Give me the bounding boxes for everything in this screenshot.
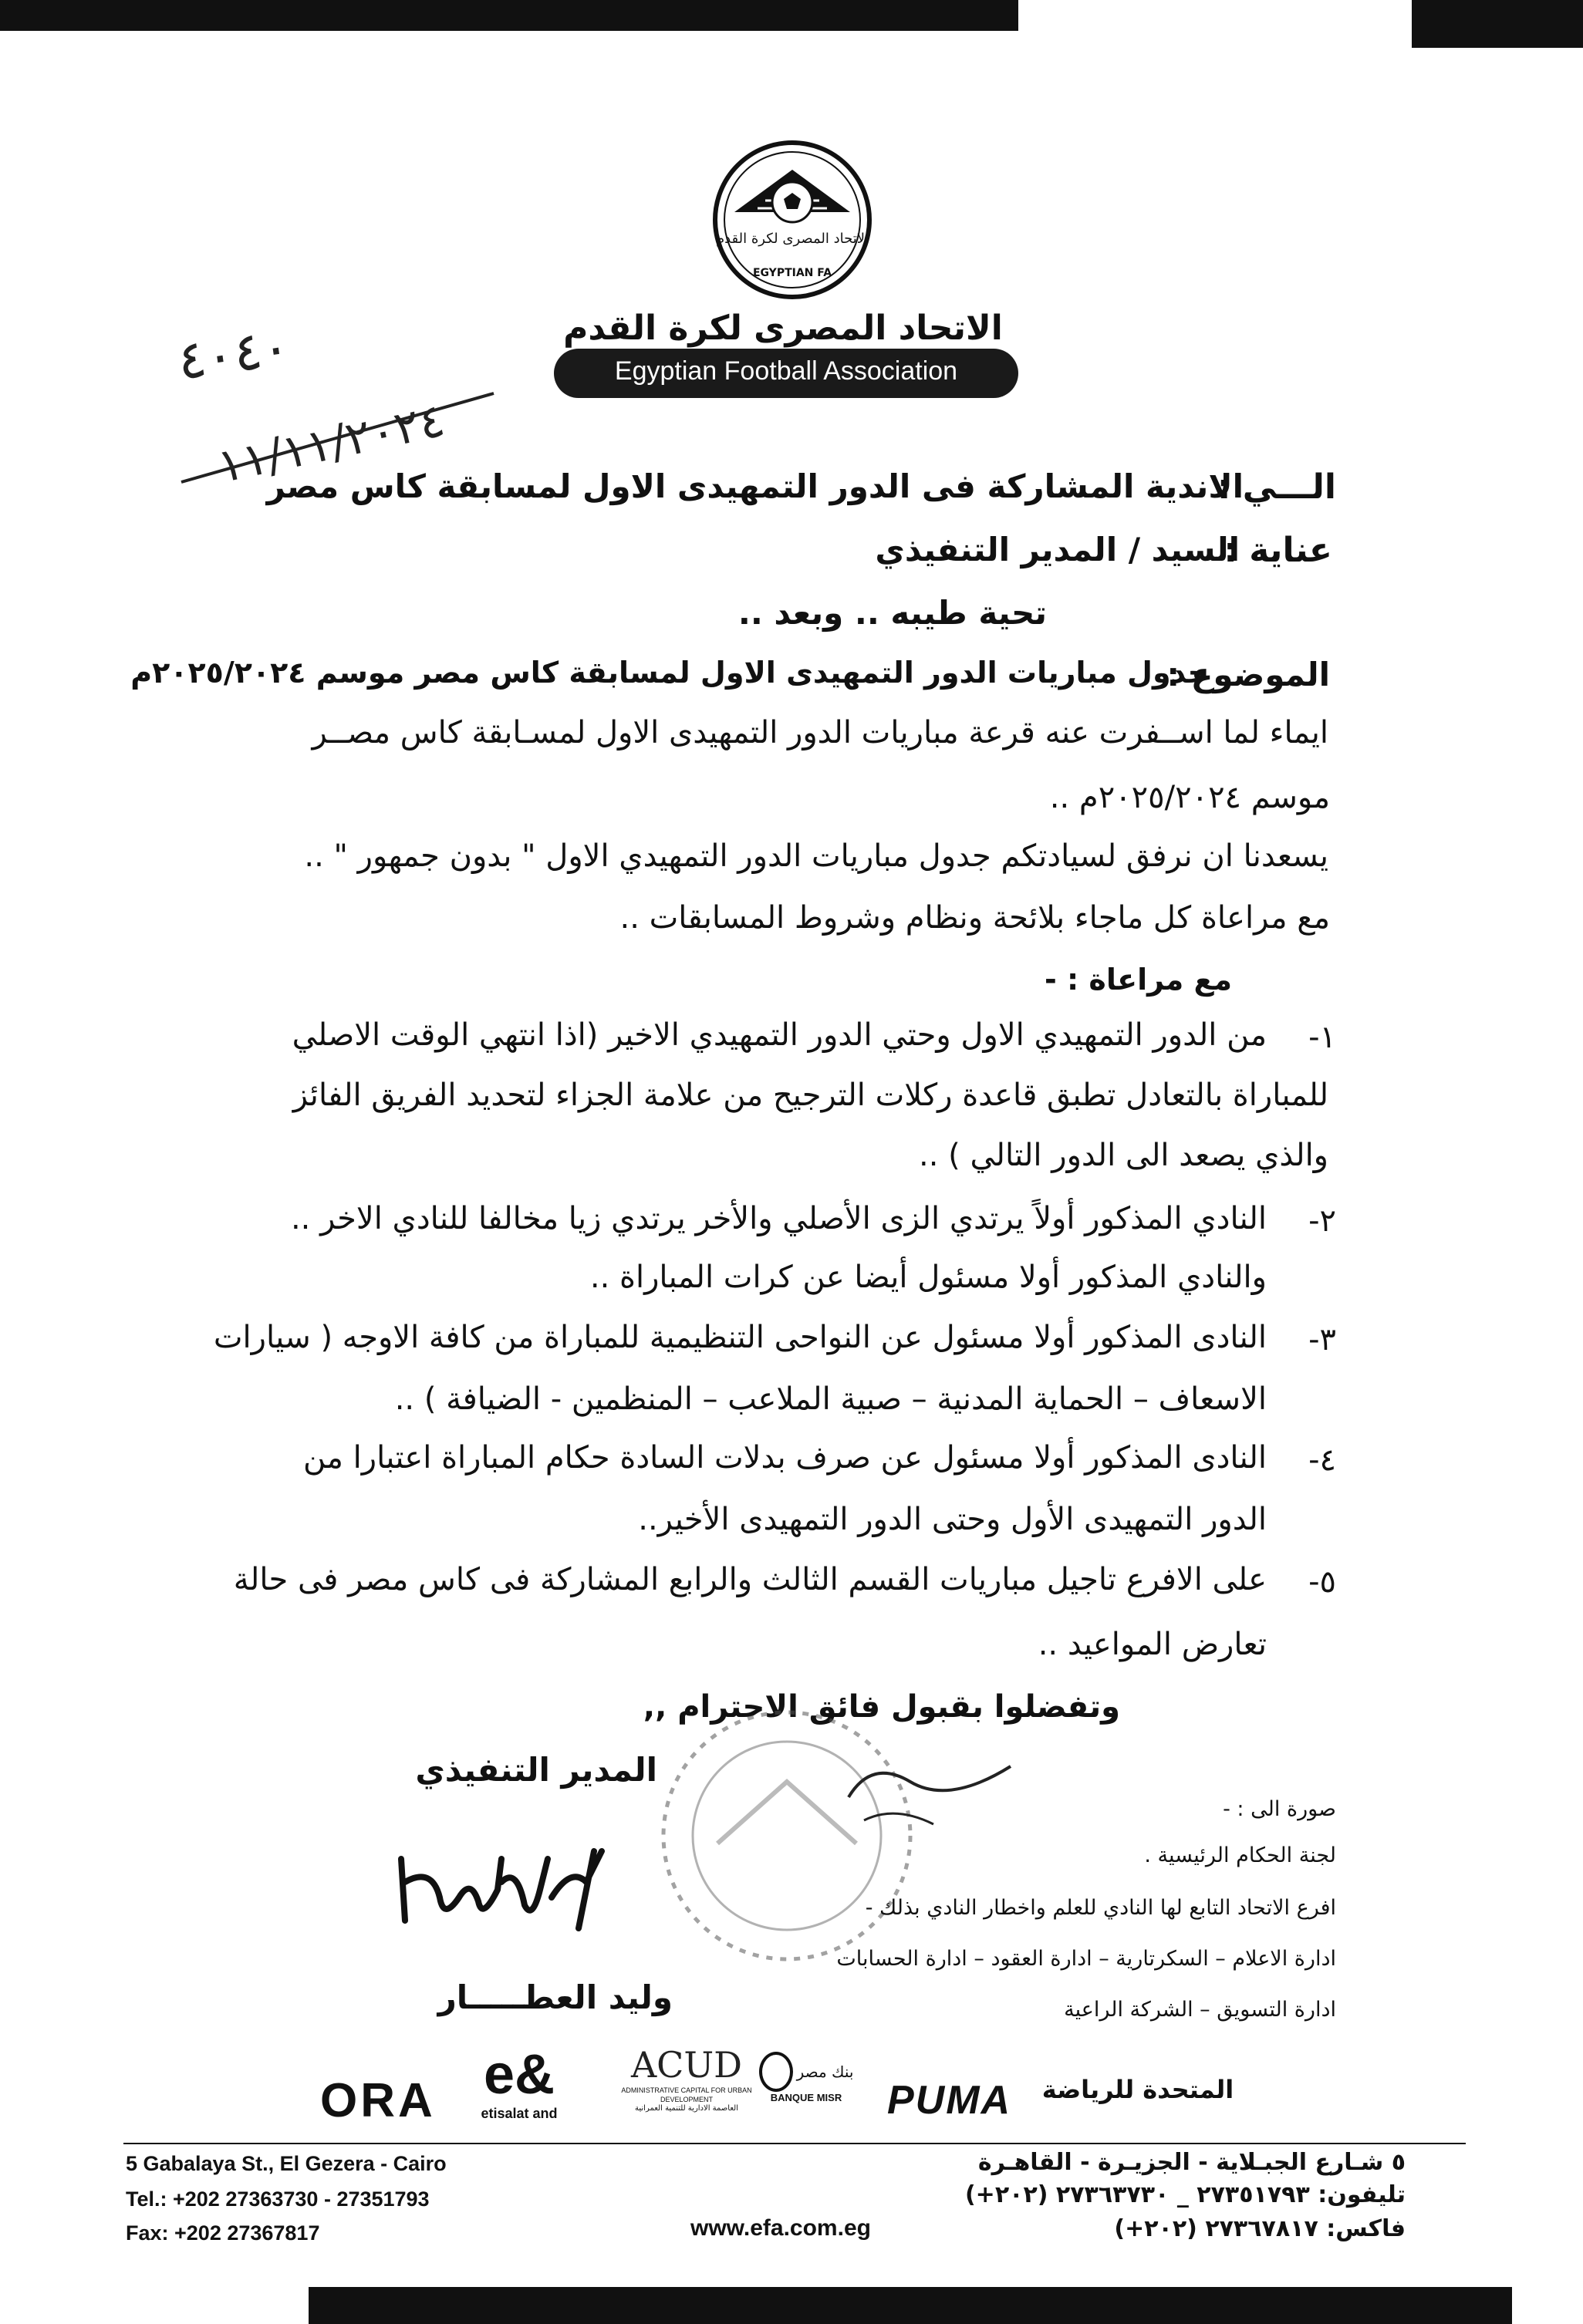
note-2-number: ٢- — [1308, 1203, 1336, 1239]
org-name-ar: الاتحاد المصرى لكرة القدم — [563, 309, 1003, 348]
cc-item-1: لجنة الحكام الرئيسية . — [1144, 1843, 1336, 1867]
to-label: الـــي : — [1217, 467, 1336, 507]
org-name-en: Egyptian Football Association — [614, 356, 958, 386]
emblem-text-ar: الاتحاد المصرى لكرة القدم — [715, 231, 869, 247]
signature-scribble — [386, 1836, 617, 1936]
bottom-scan-bar — [309, 2287, 1512, 2324]
footer-address-ar: ٥ شـارع الجبـلاية - الجزيـرة - القاهـرة — [977, 2149, 1406, 2176]
note-4-line-2: الدور التمهيدى الأول وحتى الدور التمهيدى الأخير.. — [638, 1502, 1267, 1537]
greeting: تحية طيبه .. وبعد .. — [737, 594, 1047, 632]
footer-tel-ar: تليفون: ٢٧٣٥١٧٩٣ _ ٢٧٣٦٣٧٣٠ (٢٠٢+) — [964, 2181, 1406, 2208]
handwritten-date: ١١/١١/٢٠٢٤ — [212, 393, 450, 494]
cc-heading: صورة الى : - — [1223, 1797, 1336, 1821]
note-3-line-1: النادى المذكور أولا مسئول عن النواحى التنظيمية للمباراة من كافة الاوجه ( سيارات — [213, 1320, 1267, 1355]
subject-value: جدول مباريات الدور التمهيدى الاول لمسابقة كاس مصر موسم ٢٠٢٥/٢٠٢٤م — [130, 656, 1209, 690]
notes-heading: مع مراعاة : - — [1045, 963, 1232, 997]
note-1-line-1: من الدور التمهيدي الاول وحتي الدور التمهيدي الاخير (اذا انتهي الوقت الاصلي — [292, 1017, 1267, 1053]
attention-value: السيد / المدير التنفيذي — [875, 531, 1240, 568]
note-5-line-2: تعارض المواعيد .. — [1038, 1627, 1267, 1662]
para1-line2: موسم ٢٠٢٥/٢٠٢٤م .. — [1049, 780, 1330, 815]
footer-divider — [123, 2143, 1466, 2144]
united-label: المتحدة للرياضة — [1041, 2075, 1234, 2104]
footer-address-en: 5 Gabalaya St., El Gezera - Cairo — [126, 2152, 447, 2175]
banque-misr-label-ar: بنك مصر — [796, 2063, 854, 2081]
note-3-number: ٣- — [1308, 1322, 1336, 1358]
banque-misr-label: BANQUE MISR — [770, 2092, 842, 2103]
para1-line1: ايماء لما اســفرت عنه قرعة مباريات الدور التمهيدى الاول لمسـابقة كاس مصــر — [312, 715, 1328, 750]
banque-misr-emblem — [759, 2052, 793, 2092]
note-5-number: ٥- — [1308, 1564, 1336, 1600]
note-1-line-2: للمباراة بالتعادل تطبق قاعدة ركلات الترجيح من علامة الجزاء لتحديد الفريق الفائز — [292, 1078, 1328, 1113]
top-scan-bar-right — [1412, 0, 1583, 48]
para2-line2: مع مراعاة كل ماجاء بلائحة ونظام وشروط المسابقات .. — [619, 900, 1330, 936]
handwritten-number: ٤٠٤٠ — [174, 316, 294, 393]
top-scan-bar-left — [0, 0, 1018, 31]
sponsor-puma-logo: PUMA — [887, 2078, 1012, 2123]
footer-fax-en: Fax: +202 27367817 — [126, 2221, 320, 2245]
acud-subtitle-ar: العاصمة الادارية للتنمية العمرانية — [635, 2104, 738, 2113]
closing-line: وتفضلوا بقبول فائق الاحترام ,, — [643, 1689, 1120, 1725]
signature-name: وليد العطـــــار — [437, 1978, 673, 2016]
sponsor-united-logo — [1018, 2075, 1257, 2124]
efa-emblem-logo — [711, 139, 873, 301]
note-1-number: ١- — [1308, 1020, 1336, 1055]
note-4-number: ٤- — [1308, 1442, 1336, 1478]
official-stamp — [648, 1697, 926, 1975]
note-1-line-3: والذي يصعد الى الدور التالي ) .. — [918, 1138, 1328, 1173]
etisalat-mark: e& — [483, 2044, 555, 2106]
to-value: الاندية المشاركة فى الدور التمهيدى الاول لمسابقة كاس مصر — [266, 467, 1244, 505]
etisalat-label: etisalat and — [481, 2106, 558, 2121]
footer-fax-ar: فاكس: ٢٧٣٦٧٨١٧ (٢٠٢+) — [1114, 2215, 1406, 2242]
para2-line1: يسعدنا ان نرفق لسيادتكم جدول مباريات الدور التمهيدي الاول " بدون جمهور " .. — [304, 838, 1328, 874]
sponsor-banque-misr-logo — [756, 2052, 856, 2129]
note-2-line-1: النادي المذكور أولاً يرتدي الزى الأصلي والأخر يرتدي زيا مخالفا للنادي الاخر .. — [290, 1201, 1267, 1236]
cc-item-3: ادارة الاعلام – السكرتارية – ادارة العقود – ادارة الحسابات — [836, 1947, 1336, 1971]
signature-title: المدير التنفيذي — [415, 1751, 657, 1789]
cc-item-4: ادارة التسويق – الشركة الراعية — [1064, 1998, 1336, 2022]
cc-item-2: افرع الاتحاد التابع لها النادي للعلم واخطار النادي بذلك - — [865, 1896, 1336, 1920]
emblem-text-en: EGYPTIAN FA — [752, 267, 832, 279]
subject-label: الموضوع : — [1166, 656, 1330, 693]
note-4-line-1: النادى المذكور أولا مسئول عن صرف بدلات السادة حكام المباراة اعتبارا من — [303, 1440, 1267, 1476]
footer-website-link[interactable]: www.efa.com.eg — [690, 2215, 871, 2241]
note-3-line-2: الاسعاف – الحماية المدنية – صبية الملاعب – المنظمين - الضيافة ) .. — [394, 1381, 1267, 1417]
note-5-line-1: على الافرع تاجيل مباريات القسم الثالث والرابع المشاركة فى كاس مصر فى حالة — [233, 1562, 1267, 1597]
handwritten-initials — [841, 1751, 1018, 1836]
sponsor-acud-logo — [617, 2044, 756, 2129]
footer-tel-en: Tel.: +202 27363730 - 27351793 — [126, 2187, 430, 2211]
sponsor-etisalat-logo — [469, 2044, 569, 2129]
attention-label: عناية : — [1224, 531, 1332, 570]
acud-mark: ACUD — [630, 2044, 743, 2086]
sponsor-ora-logo: ORA — [320, 2074, 436, 2127]
note-2-line-2: والنادي المذكور أولا مسئول أيضا عن كرات المباراة .. — [589, 1260, 1267, 1295]
acud-subtitle: ADMINISTRATIVE CAPITAL FOR URBAN DEVELOPMENT — [621, 2086, 752, 2103]
